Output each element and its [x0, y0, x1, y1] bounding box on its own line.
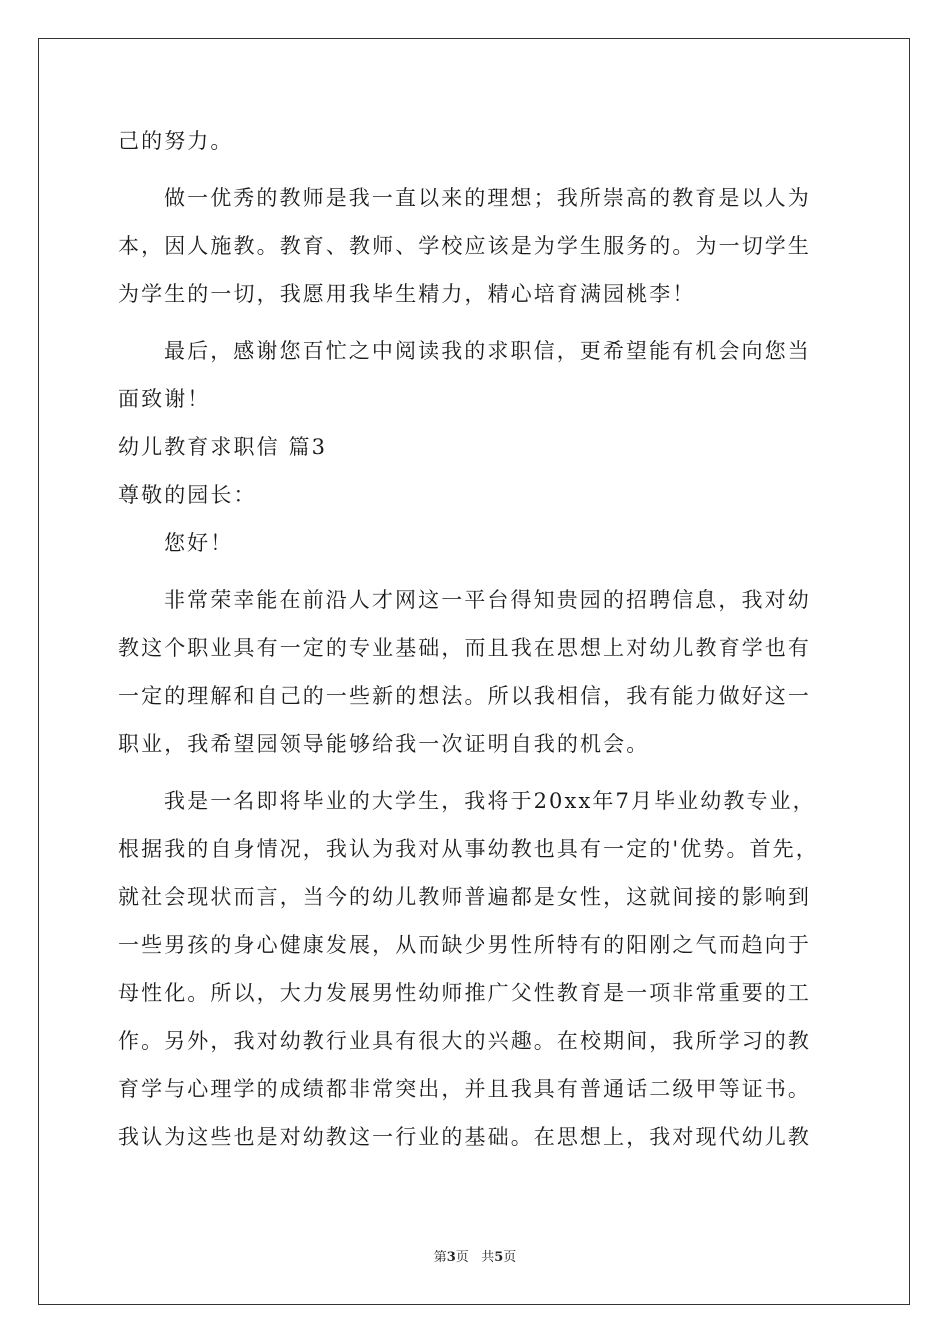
text-line: 为学生的一切，我愿用我毕生精力，精心培育满园桃李！ — [118, 282, 696, 306]
salutation: 尊敬的园长： — [118, 483, 257, 507]
text-line: 本，因人施教。教育、教师、学校应该是为学生服务的。为一切学生 — [118, 234, 811, 258]
text-line: 根据我的自身情况，我认为我对从事幼教也具有一定的'优势。首先， — [118, 837, 819, 861]
text-line: 做一优秀的教师是我一直以来的理想；我所崇高的教育是以人为 — [164, 186, 811, 210]
text-line: 一定的理解和自己的一些新的想法。所以我相信，我有能力做好这一 — [118, 684, 811, 708]
text-line: 最后，感谢您百忙之中阅读我的求职信，更希望能有机会向您当 — [164, 339, 811, 363]
text-line: 己的努力。 — [118, 129, 234, 153]
text-line: 面致谢！ — [118, 387, 211, 411]
text-line: 作。另外，我对幼教行业具有很大的兴趣。在校期间，我所学习的教 — [118, 1029, 811, 1053]
section-heading: 幼儿教育求职信 篇3 — [118, 435, 328, 459]
page-border — [38, 38, 910, 1305]
total-suffix: 页 — [503, 1250, 517, 1265]
text-line: 母性化。所以，大力发展男性幼师推广父性教育是一项非常重要的工 — [118, 981, 811, 1005]
page-suffix: 页 — [455, 1250, 469, 1265]
text-line: 职业，我希望园领导能够给我一次证明自我的机会。 — [118, 732, 650, 756]
greeting: 您好！ — [164, 531, 234, 555]
text-line: 非常荣幸能在前沿人才网这一平台得知贵园的招聘信息，我对幼 — [164, 588, 811, 612]
total-prefix: 共 — [481, 1250, 495, 1265]
text-line: 一些男孩的身心健康发展，从而缺少男性所特有的阳刚之气而趋向于 — [118, 933, 811, 957]
total-pages-number: 5 — [494, 1250, 504, 1265]
page-prefix: 第 — [433, 1250, 447, 1265]
text-line: 我认为这些也是对幼教这一行业的基础。在思想上，我对现代幼儿教 — [118, 1125, 811, 1149]
text-line: 育学与心理学的成绩都非常突出，并且我具有普通话二级甲等证书。 — [118, 1077, 811, 1101]
text-line: 我是一名即将毕业的大学生，我将于20xx年7月毕业幼教专业， — [164, 789, 816, 813]
page-footer — [0, 1246, 950, 1265]
text-line: 教这个职业具有一定的专业基础，而且我在思想上对幼儿教育学也有 — [118, 636, 811, 660]
current-page-number: 3 — [446, 1250, 456, 1265]
text-line: 就社会现状而言，当今的幼儿教师普遍都是女性，这就间接的影响到 — [118, 885, 811, 909]
